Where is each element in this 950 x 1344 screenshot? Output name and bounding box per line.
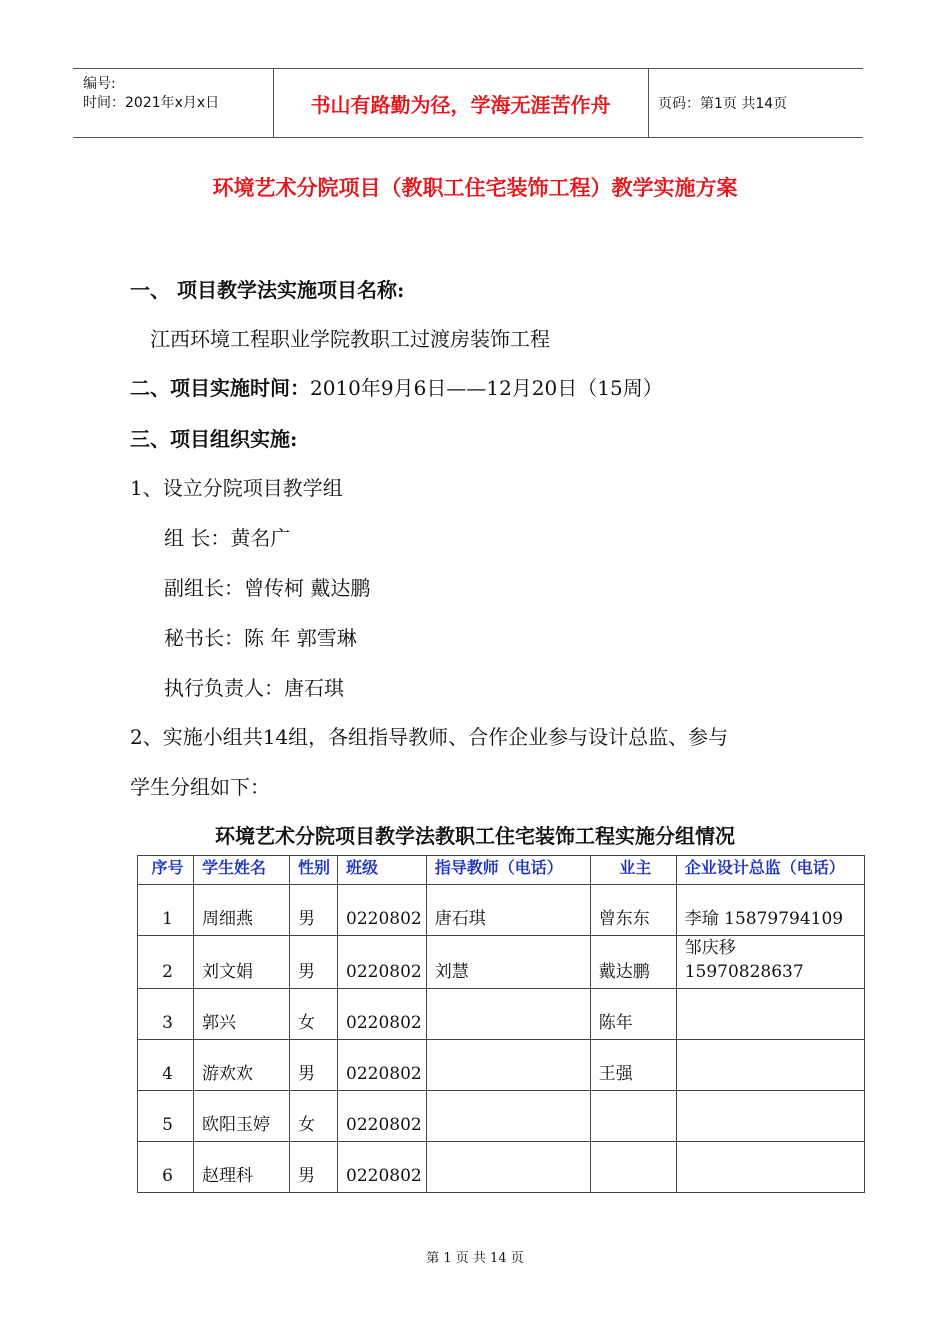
cell-director: 李瑜 15879794109 [676, 885, 864, 936]
cell-name: 赵理科 [194, 1142, 290, 1193]
header-meta [73, 69, 274, 137]
cell-gender: 男 [290, 1142, 338, 1193]
item-2-line-2: 学生分组如下： [130, 775, 270, 799]
cell-owner: 陈年 [590, 989, 676, 1040]
cell-no: 4 [138, 1040, 194, 1091]
page-footer: 第 1 页 共 14 页 [426, 1251, 524, 1266]
cell-class: 0220802 [338, 1142, 427, 1193]
table-header-row [138, 856, 865, 885]
cell-name: 游欢欢 [194, 1040, 290, 1091]
cell-gender: 女 [290, 1091, 338, 1142]
table-row [138, 989, 865, 1040]
header-owner: 业主 [590, 856, 676, 885]
cell-owner [590, 1142, 676, 1193]
cell-no: 3 [138, 989, 194, 1040]
document-title: 环境艺术分院项目（教职工住宅装饰工程）教学实施方案 [212, 176, 738, 200]
group-table [137, 855, 865, 1193]
cell-name: 刘文娟 [194, 936, 290, 989]
document-header [73, 68, 863, 138]
header-motto: 书山有路勤为径，学海无涯苦作舟 [273, 69, 649, 137]
section-2-heading: 二、项目实施时间： [130, 376, 310, 400]
number-label: 编号: [83, 76, 116, 92]
cell-teacher [426, 989, 590, 1040]
executive-lead: 执行负责人：唐石琪 [164, 676, 344, 700]
table-row [138, 885, 865, 936]
cell-owner: 曾东东 [590, 885, 676, 936]
cell-director [676, 989, 864, 1040]
group-leader: 组 长：黄名广 [164, 526, 291, 550]
cell-no: 2 [138, 936, 194, 989]
cell-no: 5 [138, 1091, 194, 1142]
cell-no: 1 [138, 885, 194, 936]
cell-owner: 王强 [590, 1040, 676, 1091]
header-page-info: 页码：第1页 共14页 [658, 96, 788, 112]
cell-name: 周细燕 [194, 885, 290, 936]
time-label: 时间：2021年x月x日 [83, 95, 220, 111]
cell-name: 郭兴 [194, 989, 290, 1040]
header-teacher: 指导教师（电话） [426, 856, 590, 885]
section-1-content: 江西环境工程职业学院教职工过渡房装饰工程 [150, 327, 550, 351]
cell-owner [590, 1091, 676, 1142]
cell-teacher: 刘慧 [426, 936, 590, 989]
cell-name: 欧阳玉婷 [194, 1091, 290, 1142]
cell-gender: 男 [290, 936, 338, 989]
cell-director [676, 1091, 864, 1142]
cell-gender: 男 [290, 1040, 338, 1091]
cell-owner: 戴达鹏 [590, 936, 676, 989]
cell-class: 0220802 [338, 885, 427, 936]
cell-class: 0220802 [338, 1091, 427, 1142]
section-3-heading: 三、项目组织实施: [130, 427, 298, 451]
cell-class: 0220802 [338, 1040, 427, 1091]
item-2-line-1: 2、实施小组共14组，各组指导教师、合作企业参与设计总监、参与 [130, 725, 729, 749]
vice-leader: 副组长：曾传柯 戴达鹏 [164, 576, 371, 600]
header-gender: 性别 [290, 856, 338, 885]
header-no: 序号 [138, 856, 194, 885]
cell-no: 6 [138, 1142, 194, 1193]
header-class: 班级 [338, 856, 427, 885]
secretary: 秘书长：陈 年 郭雪琳 [164, 626, 357, 650]
table-row [138, 1040, 865, 1091]
cell-director [676, 1142, 864, 1193]
table-row [138, 1091, 865, 1142]
cell-teacher: 唐石琪 [426, 885, 590, 936]
section-1-heading: 一、 项目教学法实施项目名称: [130, 278, 405, 302]
table-row [138, 1142, 865, 1193]
section-2 [130, 372, 663, 401]
cell-teacher [426, 1040, 590, 1091]
header-director: 企业设计总监（电话） [676, 856, 864, 885]
cell-class: 0220802 [338, 936, 427, 989]
table-caption: 环境艺术分院项目教学法教职工住宅装饰工程实施分组情况 [215, 824, 735, 848]
cell-gender: 男 [290, 885, 338, 936]
header-name: 学生姓名 [194, 856, 290, 885]
cell-director [676, 1040, 864, 1091]
section-2-content: 2010年9月6日——12月20日（15周） [310, 376, 663, 400]
cell-gender: 女 [290, 989, 338, 1040]
table-row [138, 936, 865, 989]
cell-teacher [426, 1142, 590, 1193]
item-1: 1、设立分院项目教学组 [130, 476, 343, 500]
cell-class: 0220802 [338, 989, 427, 1040]
cell-teacher [426, 1091, 590, 1142]
cell-director: 邹庆移 15970828637 [676, 936, 864, 989]
